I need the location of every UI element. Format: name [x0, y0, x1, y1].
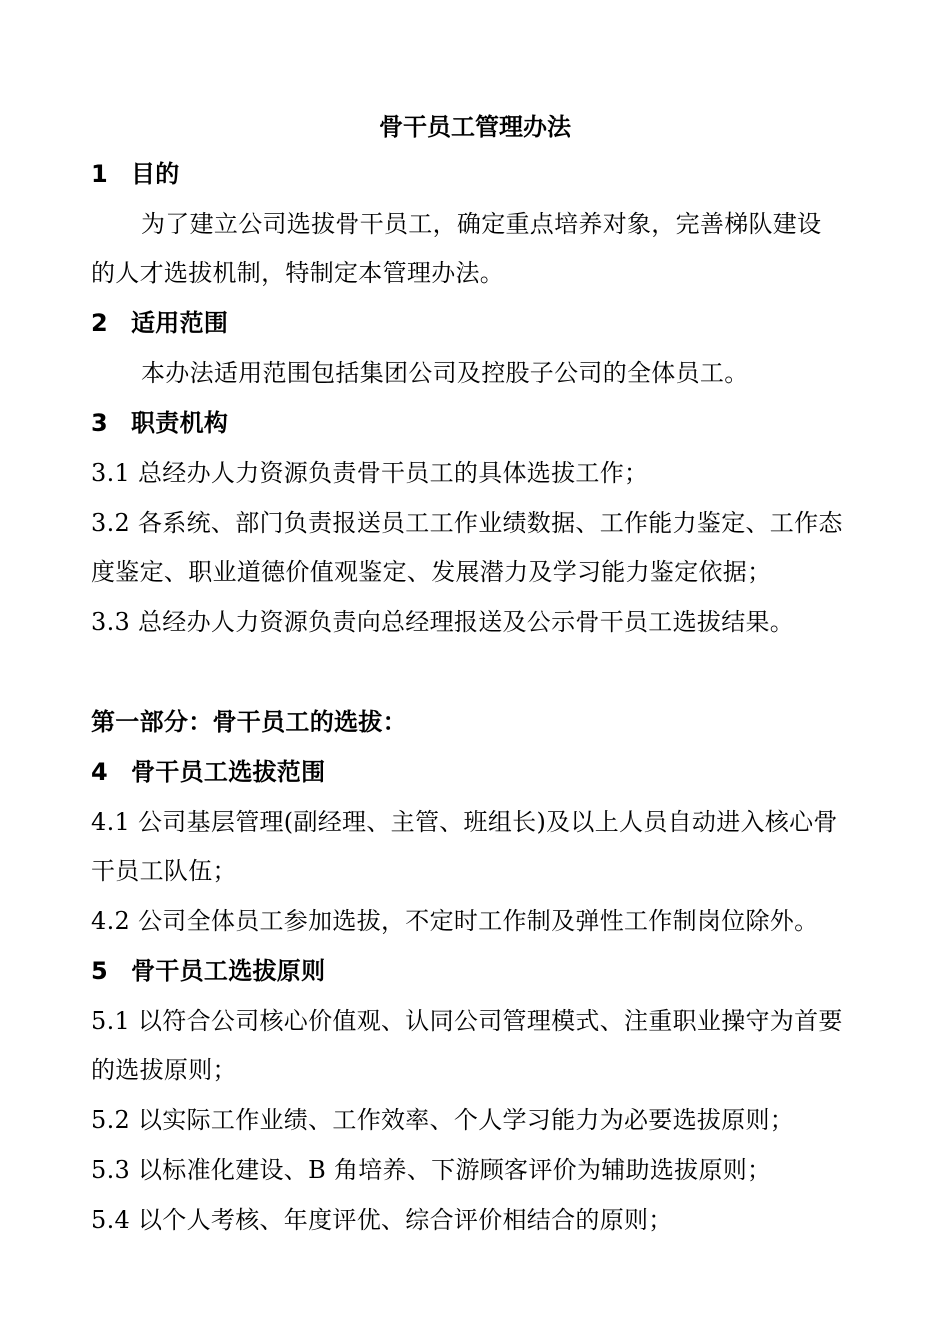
paragraph-line: 为了建立公司选拔骨干员工，确定重点培养对象，完善梯队建设 — [141, 210, 822, 238]
section-title: 职责机构 — [131, 409, 229, 437]
section-number: 1 — [91, 160, 108, 188]
section-number: 5 — [91, 957, 108, 985]
clause-3-3: 3.3 总经办人力资源负责向总经理报送及公示骨干员工选拔结果。 — [91, 608, 795, 636]
section-5-heading — [91, 954, 325, 988]
section-title: 适用范围 — [131, 309, 229, 337]
section-4-heading — [91, 755, 325, 789]
paragraph-line: 的人才选拔机制，特制定本管理办法。 — [91, 259, 505, 287]
section-1-heading — [91, 157, 180, 191]
part-1-heading: 第一部分：骨干员工的选拔： — [91, 708, 407, 736]
section-number: 4 — [91, 758, 108, 786]
section-title: 骨干员工选拔范围 — [131, 758, 326, 786]
paragraph-line: 本办法适用范围包括集团公司及控股子公司的全体员工。 — [141, 359, 749, 387]
section-number: 3 — [91, 409, 108, 437]
clause-5-4: 5.4 以个人考核、年度评优、综合评价相结合的原则； — [91, 1206, 673, 1234]
document-title: 骨干员工管理办法 — [379, 113, 571, 141]
section-number: 2 — [91, 309, 108, 337]
clause-5-1-line1: 5.1 以符合公司核心价值观、认同公司管理模式、注重职业操守为首要 — [91, 1007, 843, 1035]
section-title: 骨干员工选拔原则 — [131, 957, 326, 985]
clause-5-3: 5.3 以标准化建设、B 角培养、下游顾客评价为辅助选拔原则； — [91, 1156, 772, 1184]
clause-4-1-line2: 干员工队伍； — [91, 857, 237, 885]
section-title: 目的 — [131, 160, 180, 188]
clause-5-1-line2: 的选拔原则； — [91, 1056, 237, 1084]
clause-5-2: 5.2 以实际工作业绩、工作效率、个人学习能力为必要选拔原则； — [91, 1106, 795, 1134]
clause-3-2-line2: 度鉴定、职业道德价值观鉴定、发展潜力及学习能力鉴定依据； — [91, 558, 772, 586]
clause-3-2-line1: 3.2 各系统、部门负责报送员工工作业绩数据、工作能力鉴定、工作态 — [91, 509, 843, 537]
section-3-heading — [91, 406, 228, 440]
clause-3-1: 3.1 总经办人力资源负责骨干员工的具体选拔工作； — [91, 459, 649, 487]
clause-4-2: 4.2 公司全体员工参加选拔，不定时工作制及弹性工作制岗位除外。 — [91, 907, 819, 935]
clause-4-1-line1: 4.1 公司基层管理(副经理、主管、班组长)及以上人员自动进入核心骨 — [91, 808, 838, 836]
section-2-heading — [91, 306, 228, 340]
